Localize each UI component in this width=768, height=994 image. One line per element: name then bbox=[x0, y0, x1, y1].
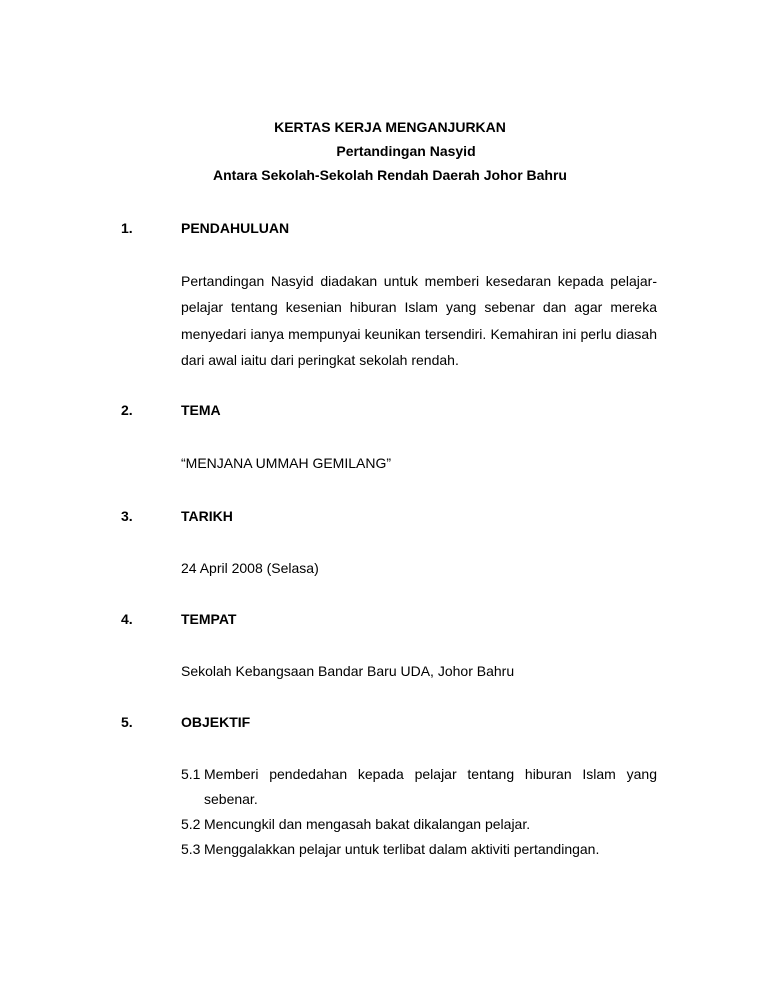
section-value: 24 April 2008 (Selasa) bbox=[181, 560, 319, 576]
section-number: 3. bbox=[121, 508, 133, 524]
list-item-number: 5.1 bbox=[181, 766, 201, 782]
list-item-number: 5.2 bbox=[181, 816, 201, 832]
section-heading: TEMPAT bbox=[181, 611, 237, 627]
section-heading: PENDAHULUAN bbox=[181, 220, 290, 236]
section-number: 5. bbox=[121, 714, 133, 730]
list-item-text: Memberi pendedahan kepada pelajar tentang hiburan Islam yang sebenar. bbox=[204, 766, 657, 807]
section-number: 1. bbox=[121, 220, 133, 236]
list-item-number: 5.3 bbox=[181, 841, 201, 857]
section-heading: TARIKH bbox=[181, 508, 233, 524]
section-number: 2. bbox=[121, 402, 133, 418]
section-value: Sekolah Kebangsaan Bandar Baru UDA, Johor Bahru bbox=[181, 663, 515, 679]
title-line-2: Pertandingan Nasyid bbox=[336, 143, 476, 159]
list-item-text: Menggalakkan pelajar untuk terlibat dalam aktiviti pertandingan. bbox=[204, 841, 600, 857]
section-heading: TEMA bbox=[181, 402, 221, 418]
list-item bbox=[181, 762, 657, 812]
list-item bbox=[181, 812, 657, 837]
list-item-text: Mencungkil dan mengasah bakat dikalangan pelajar. bbox=[204, 816, 531, 832]
section-number: 4. bbox=[121, 611, 133, 627]
section-paragraph: Pertandingan Nasyid diadakan untuk memberi kesedaran kepada pelajar-pelajar tentang kesenian hiburan Islam yang sebenar dan agar mereka menyedari ianya mempunyai keunikan tersendiri. Kemahiran ini perlu diasah dari awal iaitu dari peringkat sekolah rendah. bbox=[181, 273, 657, 368]
objective-list bbox=[181, 762, 657, 862]
section-value: “MENJANA UMMAH GEMILANG” bbox=[181, 455, 392, 471]
list-item bbox=[181, 837, 657, 862]
section-heading: OBJEKTIF bbox=[181, 714, 251, 730]
title-line-3: Antara Sekolah-Sekolah Rendah Daerah Johor Bahru bbox=[213, 167, 567, 183]
document-title-block bbox=[120, 115, 660, 187]
title-line-1: KERTAS KERJA MENGANJURKAN bbox=[274, 119, 506, 135]
